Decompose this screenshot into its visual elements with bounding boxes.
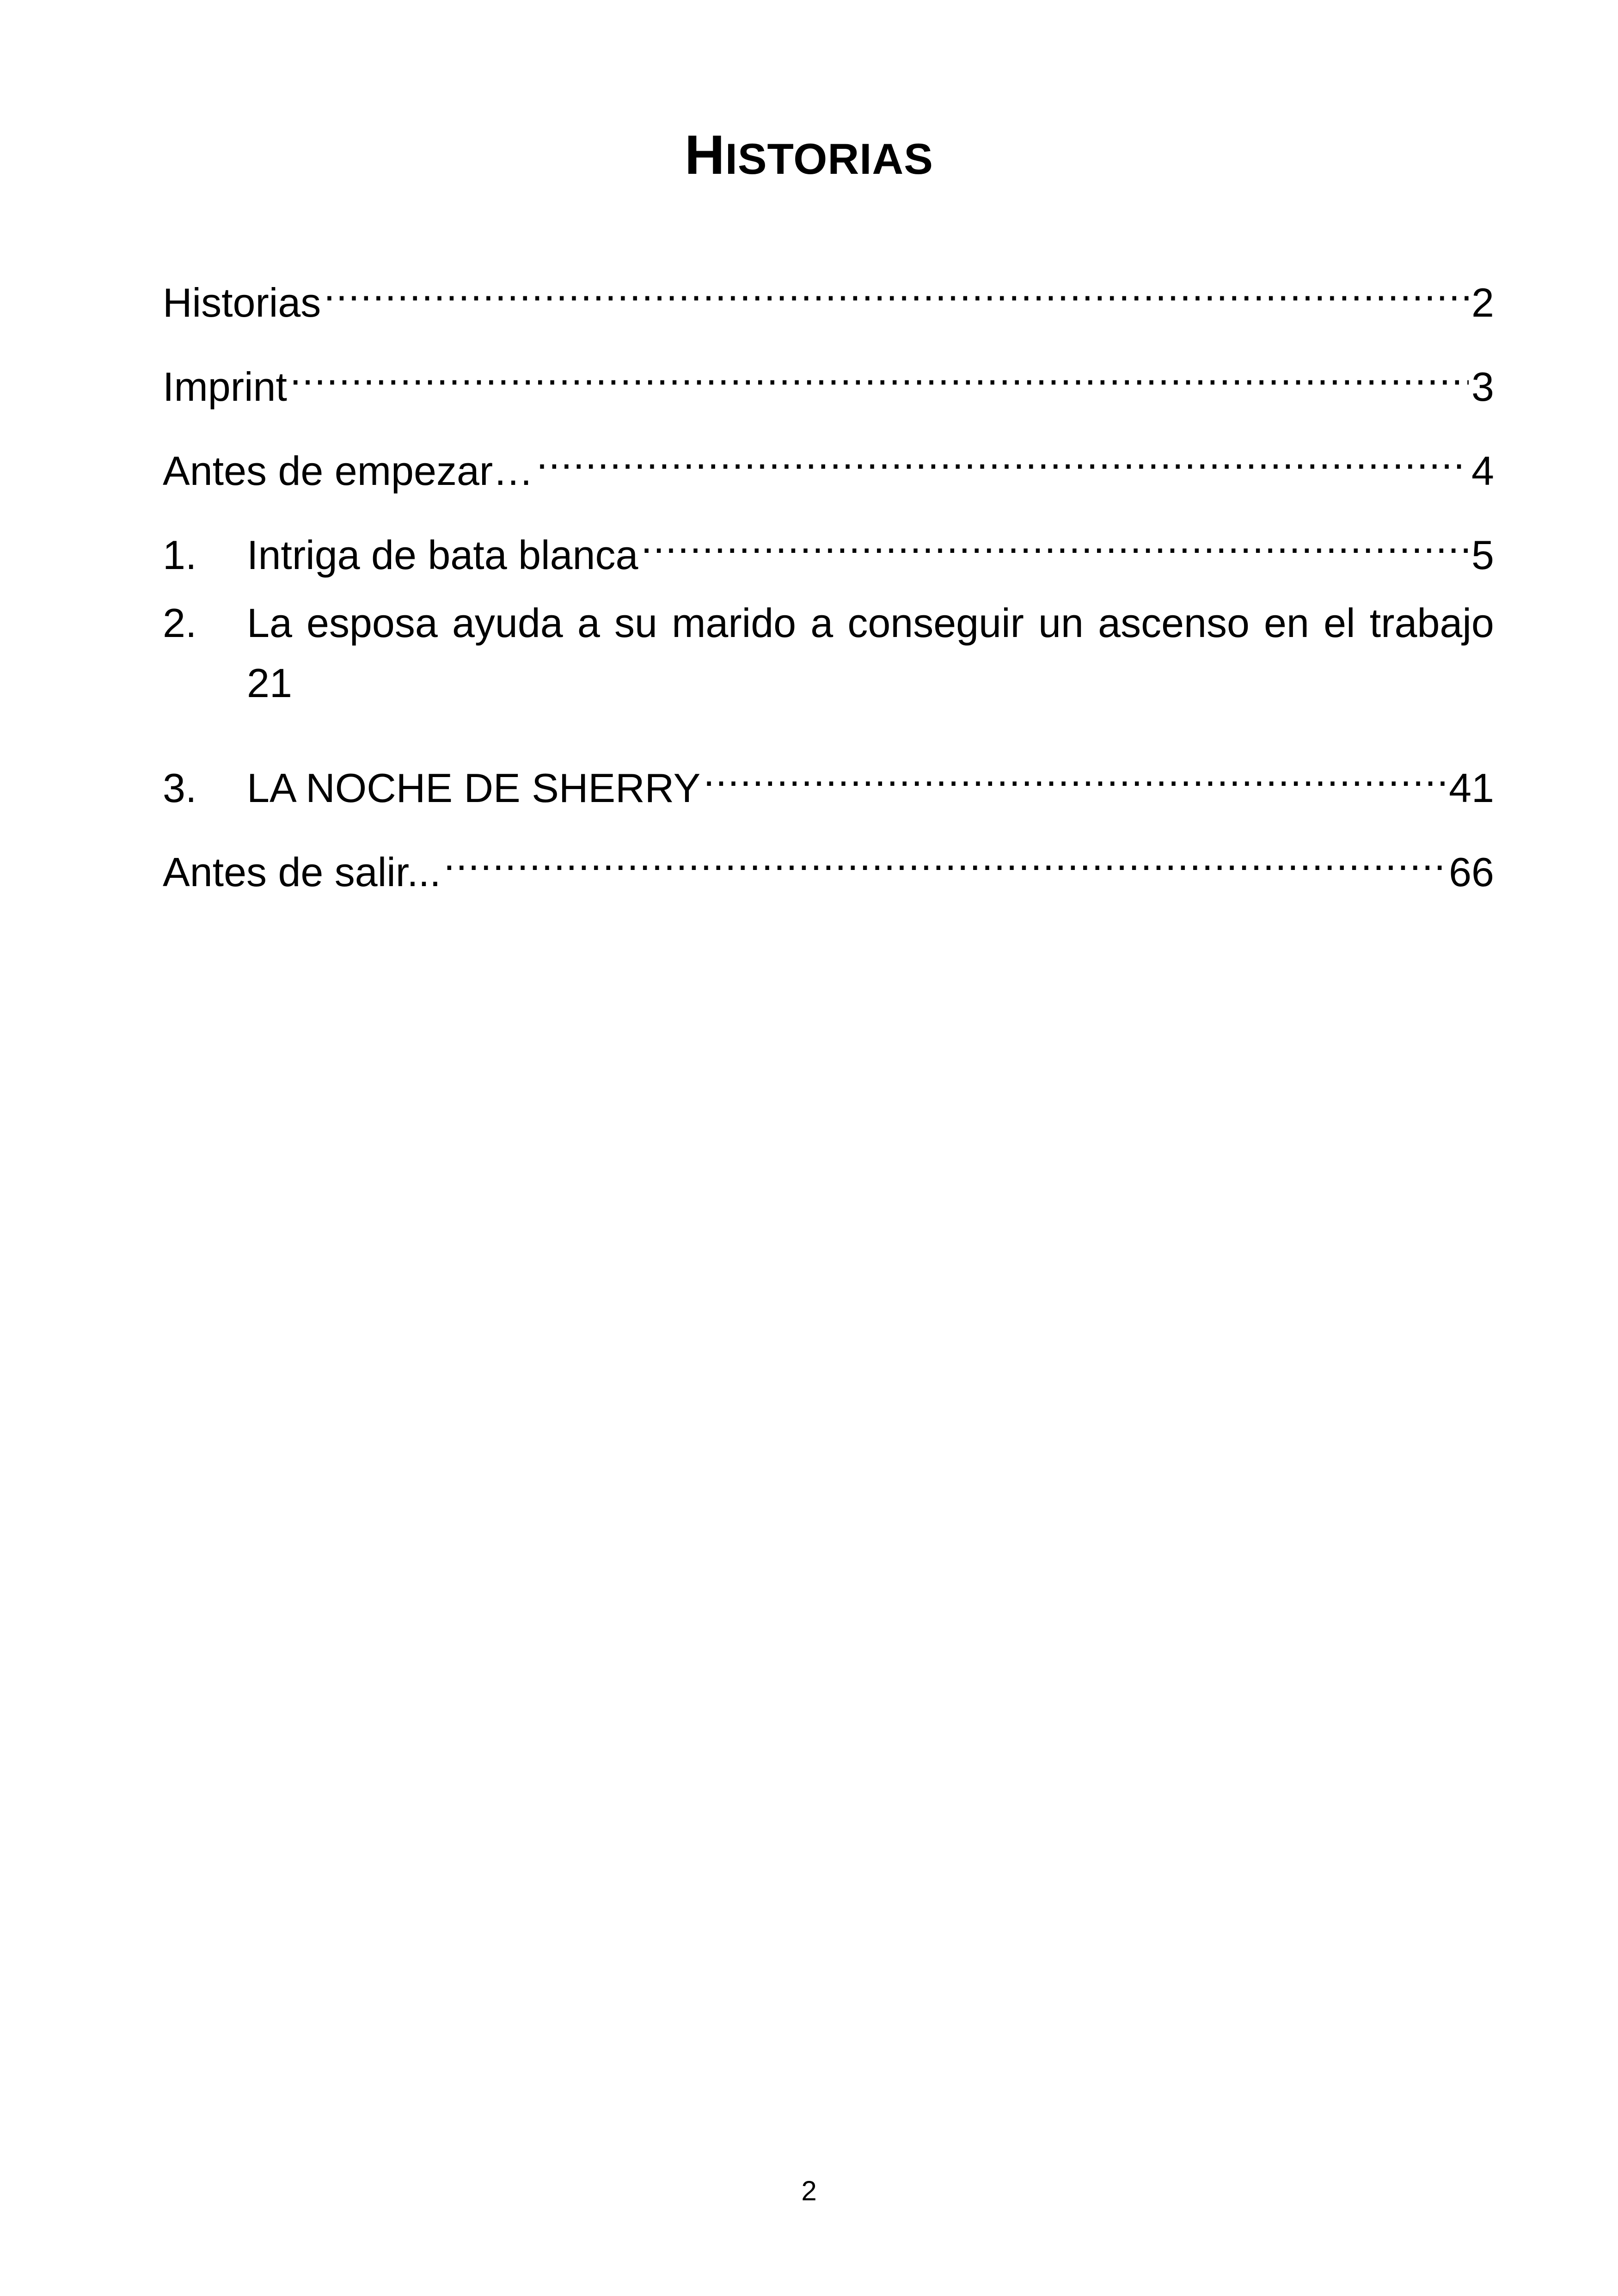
toc-dot-leader [324, 257, 1469, 317]
toc-entry-word: esposa [306, 600, 438, 646]
toc-entry-page: 4 [1471, 448, 1494, 494]
toc-entry-page: 41 [1449, 765, 1494, 811]
toc-entry-label: Intriga de bata blanca [247, 532, 638, 578]
toc-entry-word: marido [672, 600, 797, 646]
footer-page-number: 2 [801, 2175, 817, 2206]
toc-entry-number: 2. [163, 600, 197, 646]
toc-entry-word: La [247, 600, 292, 646]
toc-entry-page: 3 [1471, 364, 1494, 410]
toc-entry-label: Antes de salir... [163, 849, 441, 895]
toc-entry-page: 66 [1449, 849, 1494, 895]
toc-entry-number: 1. [163, 532, 197, 578]
toc-dot-leader [444, 826, 1446, 886]
toc-entry-page: 21 [247, 660, 292, 706]
toc-entry-number: 3. [163, 765, 197, 811]
toc-entry-word: conseguir [847, 600, 1024, 646]
toc-entry-chapter-1[interactable] [163, 509, 1494, 578]
toc-entry-chapter-2[interactable] [163, 593, 1494, 713]
toc-entry-imprint[interactable] [163, 341, 1494, 410]
toc-entry-page: 2 [1471, 280, 1494, 325]
toc-dot-leader [536, 425, 1469, 485]
toc-entry-label: Imprint [163, 364, 287, 410]
toc-entry-word: en [1264, 600, 1309, 646]
toc-entry-word: el [1324, 600, 1355, 646]
toc-entry-word: trabajo [1369, 600, 1494, 646]
toc-entry-word: ascenso [1098, 600, 1250, 646]
toc-entry-label: Antes de empezar… [163, 448, 534, 494]
toc-dot-leader [641, 509, 1469, 569]
toc-entry-label: LA NOCHE DE SHERRY [247, 765, 701, 811]
toc-entry-word: ayuda [452, 600, 563, 646]
toc-entry-word: a [810, 600, 834, 646]
toc-dot-leader [703, 742, 1446, 802]
toc-entry-word: a [577, 600, 600, 646]
toc-entry-antes-de-salir[interactable] [163, 826, 1494, 895]
page-title [0, 120, 1618, 194]
toc-entry-page: 5 [1471, 532, 1494, 578]
toc-dot-leader [290, 341, 1469, 401]
toc-entry-word: su [614, 600, 657, 646]
toc-entry-label [247, 593, 1494, 653]
title-initial: H [685, 124, 725, 186]
toc-entry-historias[interactable] [163, 257, 1494, 325]
toc-entry-antes-de-empezar[interactable] [163, 425, 1494, 494]
title-rest: ISTORIAS [725, 135, 933, 183]
toc-entry-label: Historias [163, 280, 321, 325]
toc-entry-chapter-3[interactable] [163, 742, 1494, 811]
toc-entry-word: un [1038, 600, 1084, 646]
